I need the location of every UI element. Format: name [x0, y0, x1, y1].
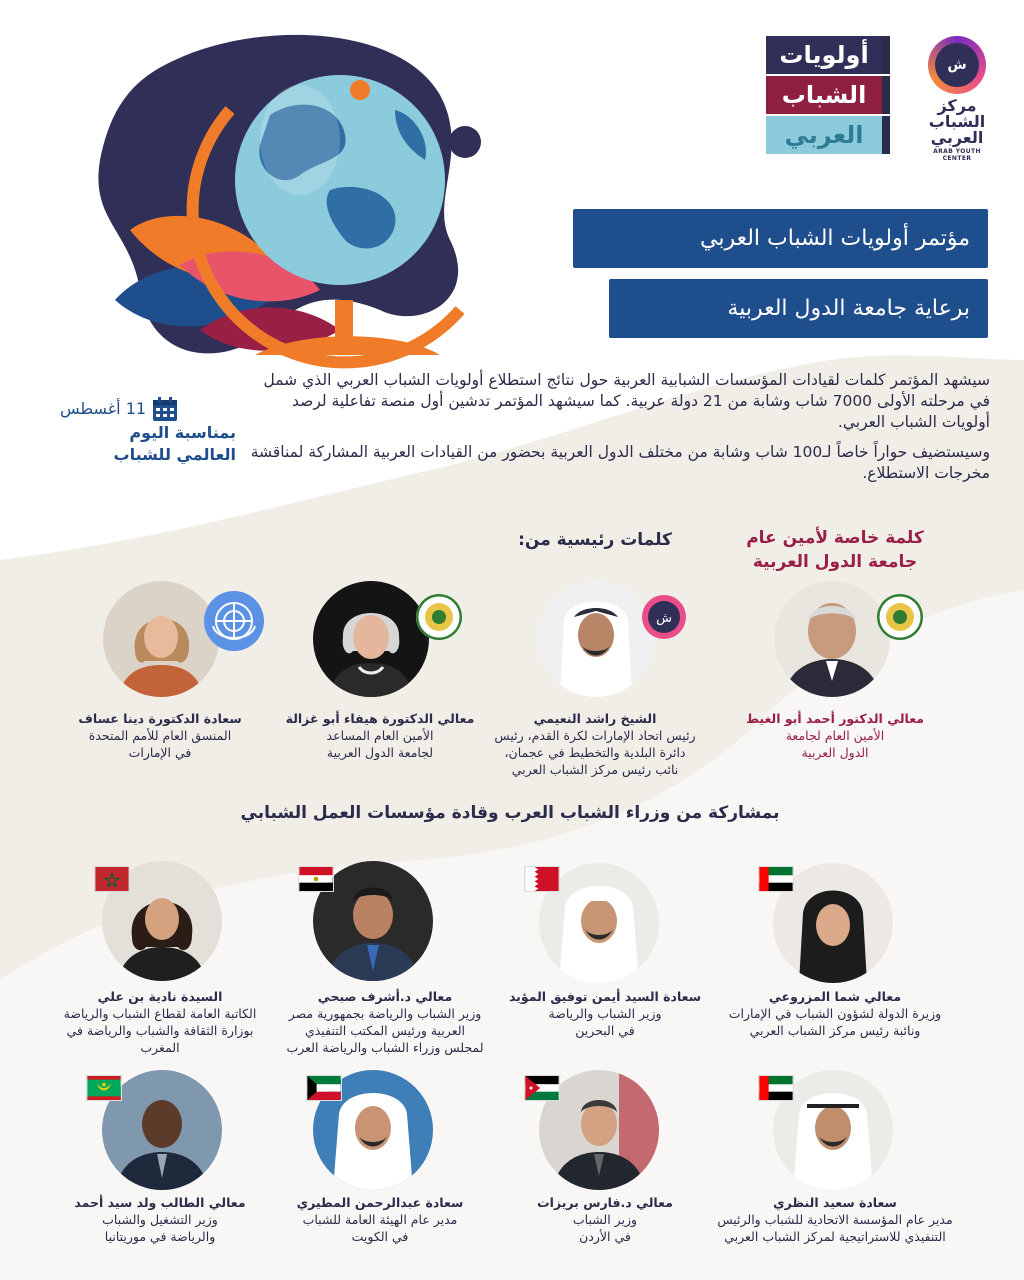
arab-league-emblem-icon: [416, 594, 462, 640]
sponsor-banner: برعاية جامعة الدول العربية: [609, 279, 988, 338]
participant-caption: [270, 1194, 490, 1245]
participant-caption: [700, 1194, 970, 1245]
bahrain-flag-icon: [524, 866, 560, 892]
logo-line-2: الشباب: [766, 76, 890, 114]
participant-role-line-1: وزير الشباب والرياضة بجمهورية مصر: [288, 1006, 482, 1021]
united-nations-emblem-icon: [203, 590, 265, 652]
speaker-photo: [103, 581, 219, 697]
center-name-ar: مركز الشباب العربي: [928, 96, 986, 147]
keynote-caption: [280, 710, 480, 761]
participant-name: معالي د.أشرف صبحي: [317, 989, 453, 1004]
logo-line-1: أولويات: [766, 36, 890, 74]
event-date: [60, 396, 236, 466]
speaker-name: معالي الدكتور أحمد أبو الغيط: [745, 711, 925, 726]
speaker-role-line-1: الأمين العام لجامعة: [785, 728, 885, 743]
morocco-flag-icon: [94, 866, 130, 892]
uae-flag-icon: [758, 866, 794, 892]
kuwait-flag-icon: [306, 1075, 342, 1101]
keynote-role-line-1: رئيس اتحاد الإمارات لكرة القدم، رئيس: [494, 728, 696, 743]
participant-role-line-1: وزيرة الدولة لشؤون الشباب في الإمارات: [728, 1006, 942, 1021]
participants-title: بمشاركة من وزراء الشباب العرب وقادة مؤسسات العمل الشبابي: [240, 803, 780, 823]
special-title-line-2: جامعة الدول العربية: [752, 552, 918, 572]
special-speech-title: [720, 526, 950, 574]
intro-paragraph-1: سيشهد المؤتمر كلمات لقيادات المؤسسات الشبابية العربية حول نتائج استطلاع أولويات الشباب العربي الذي شمل في مرحلته الأولى 7000 شاب وشابة من 21 دولة عربية. كما سيشهد المؤتمر تدشين أول منصة تفاعلية لرصد أولويات الشباب العربي.: [263, 371, 990, 431]
calendar-icon: [152, 396, 178, 422]
jordan-flag-icon: [524, 1075, 560, 1101]
event-day: 11 أغسطس: [60, 399, 147, 418]
participant-role-line-2: في البحرين: [575, 1023, 635, 1038]
arab-youth-center-logo: [918, 36, 996, 162]
keynote-role-line-2: دائرة البلدية والتخطيط في عجمان،: [504, 745, 686, 760]
participant-role-line-1: وزير الشباب: [572, 1212, 638, 1227]
participant-role-line-2: في الأردن: [579, 1229, 631, 1244]
participant-role-line-2: العربية ورئيس المكتب التنفيذي: [304, 1023, 466, 1038]
participant-name: معالي الطالب ولد سيد أحمد: [74, 1195, 246, 1210]
participant-name: سعادة سعيد النظري: [773, 1195, 897, 1210]
participant-caption: [40, 988, 280, 1056]
participant-caption: [265, 988, 505, 1056]
participant-name: معالي د.فارس بريزات: [537, 1195, 673, 1210]
participant-caption: [495, 988, 715, 1039]
keynote-role-line-2: في الإمارات: [128, 745, 192, 760]
conference-title-banner: مؤتمر أولويات الشباب العربي: [573, 209, 988, 268]
keynote-role-line-3: نائب رئيس مركز الشباب العربي: [511, 762, 679, 777]
participant-caption: [710, 988, 960, 1039]
keynote-caption: [485, 710, 705, 778]
participant-role-line-3: المغرب: [140, 1040, 180, 1055]
participant-role-line-1: مدير عام المؤسسة الاتحادية للشباب والرئيس: [717, 1212, 953, 1227]
uae-flag-icon: [758, 1075, 794, 1101]
participant-caption: [495, 1194, 715, 1245]
keynotes-title: كلمات رئيسية من:: [518, 530, 672, 550]
keynote-name: الشيخ راشد النعيمي: [533, 711, 657, 726]
occasion-line-1: بمناسبة اليوم: [129, 423, 236, 442]
participant-role-line-2: التنفيذي للاستراتيجية لمركز الشباب العربي: [724, 1229, 946, 1244]
keynote-name: معالي الدكتورة هيفاء أبو غزالة: [285, 711, 475, 726]
intro-text: [240, 370, 990, 493]
mauritania-flag-icon: [86, 1075, 122, 1101]
keynote-role-line-2: لجامعة الدول العربية: [326, 745, 434, 760]
participant-role-line-1: الكاتبة العامة لقطاع الشباب والرياضة: [63, 1006, 257, 1021]
youth-priorities-logo: [766, 36, 890, 156]
svg-text:ش: ش: [656, 611, 672, 626]
keynote-role-line-1: الأمين العام المساعد: [326, 728, 434, 743]
logo-line-3: العربي: [766, 116, 890, 154]
participant-role-line-2: والرياضة في موريتانيا: [104, 1229, 216, 1244]
special-title-line-1: كلمة خاصة لأمين عام: [746, 528, 924, 548]
speaker-caption: [735, 710, 935, 761]
participant-role-line-2: ونائبة رئيس مركز الشباب العربي: [749, 1023, 921, 1038]
speaker-photo: [538, 581, 654, 697]
participant-name: سعادة السيد أيمن توفيق المؤيد: [508, 989, 702, 1004]
intro-paragraph-2: وسيستضيف حواراً خاصاً لـ100 شاب وشابة من مختلف الدول العربية بحضور من القيادات العربية المشاركة لمناقشة مخرجات الاستطلاع.: [250, 443, 990, 482]
speaker-role-line-2: الدول العربية: [801, 745, 869, 760]
participant-role-line-1: وزير التشغيل والشباب: [102, 1212, 218, 1227]
speaker-photo: [313, 581, 429, 697]
keynote-caption: [60, 710, 260, 761]
keynote-role-line-1: المنسق العام للأمم المتحدة: [88, 728, 232, 743]
arab-youth-center-badge-icon: [641, 594, 687, 640]
participant-role-line-2: بوزارة الثقافة والشباب والرياضة في: [66, 1023, 254, 1038]
participant-caption: [50, 1194, 270, 1245]
participant-role-line-2: في الكويت: [351, 1229, 409, 1244]
center-logo-glyph: ش: [935, 43, 979, 87]
participant-name: سعادة عبدالرحمن المطيري: [296, 1195, 464, 1210]
participant-name: السيدة نادية بن علي: [97, 989, 223, 1004]
participant-name: معالي شما المزروعي: [768, 989, 902, 1004]
speaker-photo: [774, 581, 890, 697]
participant-role-line-3: لمجلس وزراء الشباب والرياضة العرب: [286, 1040, 484, 1055]
participant-role-line-1: مدير عام الهيئة العامة للشباب: [302, 1212, 458, 1227]
egypt-flag-icon: [298, 866, 334, 892]
keynote-name: سعادة الدكتورة دينا عساف: [78, 711, 242, 726]
arab-league-emblem-icon: [877, 594, 923, 640]
participant-role-line-1: وزير الشباب والرياضة: [548, 1006, 662, 1021]
center-logo-mark: [928, 36, 986, 94]
occasion-line-2: العالمي للشباب: [113, 445, 236, 464]
center-name-en: ARAB YOUTH CENTER: [933, 148, 981, 162]
